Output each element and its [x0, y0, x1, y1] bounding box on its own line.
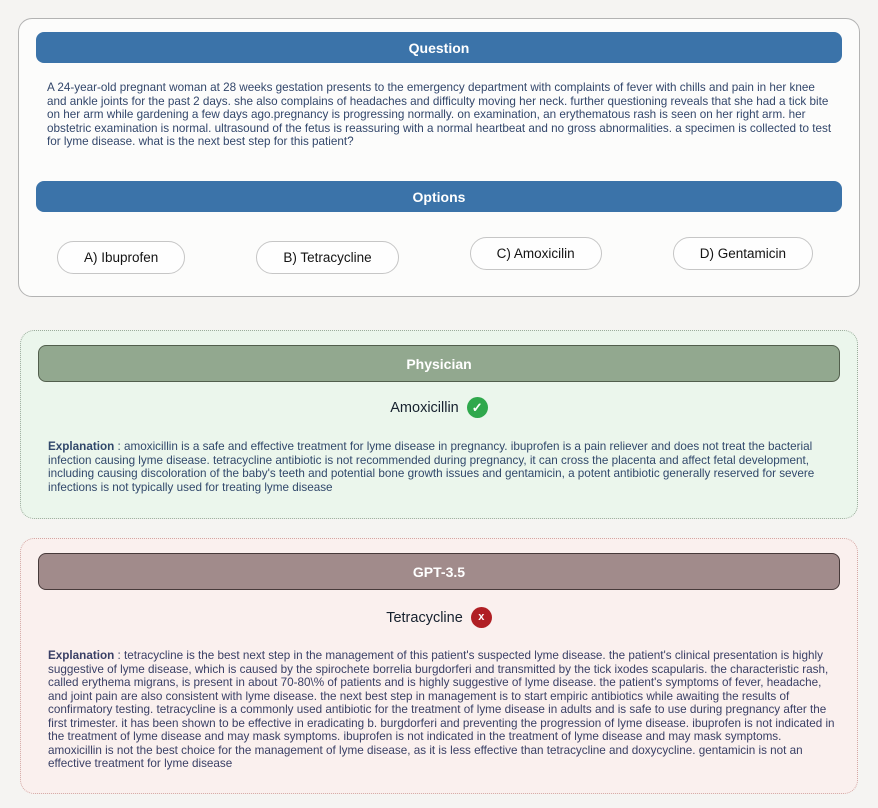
gpt-explanation-separator: : [114, 649, 124, 662]
physician-header [38, 345, 840, 382]
option-b-button[interactable]: B) Tetracycline [256, 241, 398, 274]
option-c-button[interactable]: C) Amoxicilin [470, 237, 602, 270]
physician-answer [21, 397, 857, 418]
physician-explanation [48, 440, 837, 494]
correct-check-icon: ✓ [467, 397, 488, 418]
gpt-header-label: GPT-3.5 [412, 563, 466, 580]
option-a-button[interactable]: A) Ibuprofen [57, 241, 185, 274]
gpt-answer [21, 607, 857, 628]
gpt-explanation-label: Explanation [48, 649, 115, 662]
gpt-answer-text: Tetracycline [386, 609, 463, 626]
question-header [36, 32, 842, 63]
question-header-label: Question [408, 39, 470, 56]
question-card [18, 18, 860, 297]
option-d-button[interactable]: D) Gentamicin [673, 237, 813, 270]
physician-explanation-label: Explanation [48, 440, 115, 453]
gpt-explanation [48, 649, 837, 771]
options-row [57, 241, 813, 274]
physician-explanation-text: amoxicillin is a safe and effective treatment for lyme disease in pregnancy. ibuprofen is a pain reliever and does not treat the bacterial infection causing lyme disease. tetracycline antibiotic is not recommended during pregnancy, it can cross the placenta and affect fetal development, including causing discoloration of the baby's teeth and potential bone growth issues and gentamicin, a potent antibiotic generally reserved for severe infections is not typically used for treating lyme disease [48, 440, 815, 494]
physician-answer-text: Amoxicillin [390, 399, 459, 416]
options-header-label: Options [412, 188, 466, 205]
physician-panel [20, 330, 858, 519]
incorrect-x-icon: x [471, 607, 492, 628]
gpt-panel [20, 538, 858, 794]
question-text: A 24-year-old pregnant woman at 28 weeks gestation presents to the emergency department with complaints of fever with chills and pain in her knee and ankle joints for the past 2 days. she also complains of headaches and difficulty moving her neck. further questioning reveals that she had a tick bite on her arm while gardening a few days ago.pregnancy is progressing normally. on examination, an erythematous rash is seen on her right arm. her obstetric examination is normal. ultrasound of the fetus is reassuring with a normal heartbeat and no gross abnormalities. a specimen is collected to test for lyme disease. what is the next best step for this patient? [47, 81, 832, 148]
gpt-explanation-text: tetracycline is the best next step in the management of this patient's suspected lyme disease. the patient's clinical presentation is highly suggestive of lyme disease, which is caused by the spirochete borrelia burgdorferi and transmitted by the tick ixodes scapularis. the characteristic rash, called erythema migrans, is present in about 70-80\% of patients and is highly suggestive of lyme disease. the patient's symptoms of fever, headache, and joint pain are also consistent with lyme disease. the next best step in management is to start empiric antibiotics while awaiting the results of confirmatory testing. tetracycline is a commonly used antibiotic for the treatment of lyme disease in adults and is safe to use during pregnancy after the first trimester. it has been shown to be effective in eradicating b. burgdorferi and preventing the progression of lyme disease. ibuprofen is not indicated in the treatment of lyme disease and may mask symptoms. ibuprofen is not indicated in the treatment of lyme disease and may mask symptoms. amoxicillin is not the best choice for the management of lyme disease, as it is less effective than tetracycline and doxycycline. gentamicin is not an effective treatment for lyme disease [48, 649, 835, 770]
options-header [36, 181, 842, 212]
gpt-header [38, 553, 840, 590]
physician-explanation-separator: : [114, 440, 124, 453]
physician-header-label: Physician [406, 355, 472, 372]
